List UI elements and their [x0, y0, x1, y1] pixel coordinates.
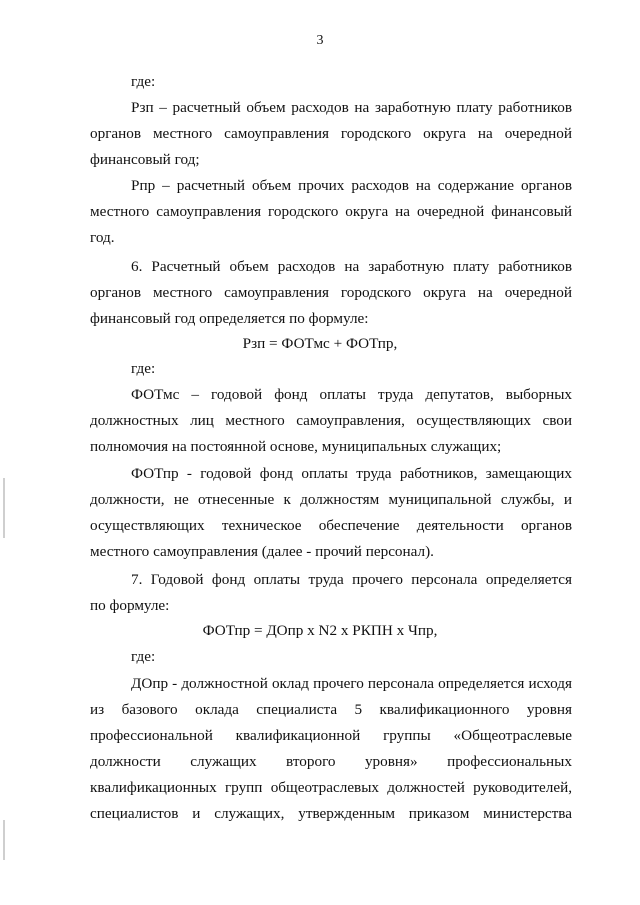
text-line: органов местного самоуправления городского округа на очередной — [90, 284, 572, 301]
text-line: должности служащих второго уровня» профессиональных — [90, 753, 572, 770]
text-line: Рзп – расчетный объем расходов на заработную плату работников — [131, 99, 572, 116]
scan-edge-mark — [3, 478, 5, 538]
text-line: где: — [131, 73, 156, 90]
text-line: год. — [90, 229, 115, 246]
text-line: ДОпр - должностной оклад прочего персонала определяется исходя — [131, 675, 572, 692]
text-line: профессиональной квалификационной группы «Общеотраслевые — [90, 727, 572, 744]
text-line: где: — [131, 360, 156, 377]
text-line: финансовый год определяется по формуле: — [90, 310, 369, 327]
text-line: из базового оклада специалиста 5 квалификационного уровня — [90, 701, 572, 718]
text-line: финансовый год; — [90, 151, 200, 168]
text-line: квалификационных групп общеотраслевых должностей руководителей, — [90, 779, 572, 796]
text-line: специалистов и служащих, утвержденным приказом министерства — [90, 805, 572, 822]
text-line: органов местного самоуправления городского округа на очередной — [90, 125, 572, 142]
text-line: 6. Расчетный объем расходов на заработную плату работников — [131, 258, 572, 275]
formula-line: Рзп = ФОТмс + ФОТпр, — [242, 335, 398, 352]
text-line: местного самоуправления городского округа на очередной финансовый — [90, 203, 572, 220]
text-line: по формуле: — [90, 597, 170, 614]
scan-edge-mark — [3, 820, 5, 860]
text-line: осуществляющих техническое обеспечение деятельности органов — [90, 517, 572, 534]
text-line: ФОТпр - годовой фонд оплаты труда работников, замещающих — [131, 465, 572, 482]
page-number: 3 — [316, 33, 324, 48]
text-line: 7. Годовой фонд оплаты труда прочего персонала определяется — [131, 571, 572, 588]
text-line: где: — [131, 648, 156, 665]
text-line: должностных лиц местного самоуправления, осуществляющих свои — [90, 412, 572, 429]
text-line: полномочия на постоянной основе, муниципальных служащих; — [90, 438, 502, 455]
text-line: ФОТмс – годовой фонд оплаты труда депутатов, выборных — [131, 386, 572, 403]
text-line: должности, не отнесенные к должностям муниципальной службы, и — [90, 491, 572, 508]
formula-line: ФОТпр = ДОпр x N2 x РКПН x Чпр, — [202, 622, 438, 639]
text-line: Рпр – расчетный объем прочих расходов на содержание органов — [131, 177, 572, 194]
text-line: местного самоуправления (далее - прочий персонал). — [90, 543, 434, 560]
